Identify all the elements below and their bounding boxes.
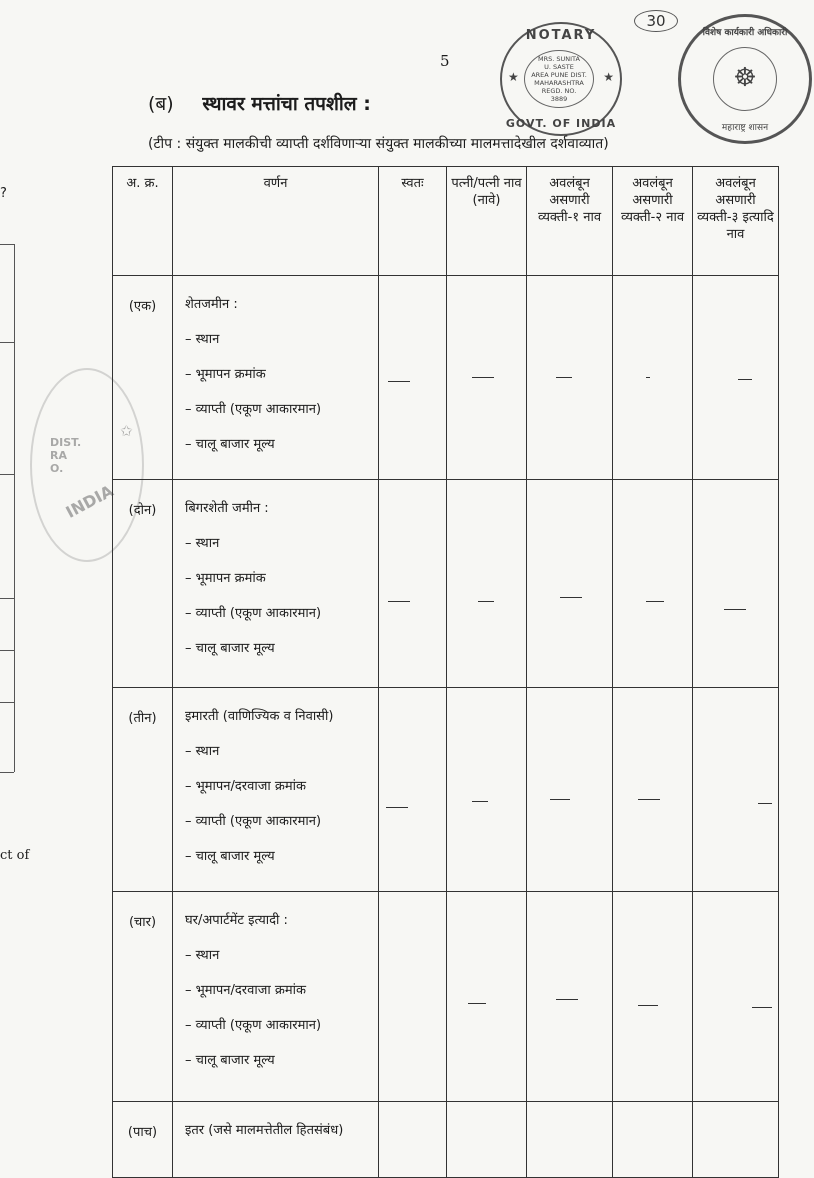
header-dependent-1: अवलंबून असणारी व्यक्ती-१ नाव: [527, 167, 613, 276]
header-description: वर्णन: [173, 167, 379, 276]
margin-tick: [0, 598, 14, 599]
margin-tick: [0, 244, 14, 245]
row-item: – व्याप्ती (एकूण आकारमान): [185, 402, 322, 417]
margin-tick: [0, 474, 14, 475]
blank-dash: [560, 597, 582, 598]
table-row: [113, 688, 779, 892]
blank-dash: [556, 377, 572, 378]
blank-dash: [724, 609, 746, 610]
cell-dependent-1: [527, 892, 613, 1102]
notary-area: AREA PUNE DIST.: [531, 71, 587, 79]
table-row: [113, 1102, 779, 1178]
row-title: शेतजमीन :: [185, 297, 238, 312]
row-item: – भूमापन क्रमांक: [185, 571, 266, 586]
notary-regd-no: 3889: [550, 95, 568, 103]
ghost-ra: RA: [50, 449, 67, 462]
cell-dependent-2: [613, 892, 693, 1102]
ghost-stamp-text: [50, 436, 81, 475]
margin-tick: [0, 650, 14, 651]
cell-spouse: [447, 1102, 527, 1178]
table-row: [113, 892, 779, 1102]
ghost-o: O.: [50, 462, 64, 475]
header-serial: अ. क्र.: [113, 167, 173, 276]
row-title: इतर (जसे मालमत्तेतील हितसंबंध): [185, 1123, 344, 1138]
cell-self: [379, 688, 447, 892]
row-serial: (पाच): [113, 1102, 173, 1178]
blank-dash: [386, 807, 408, 808]
notary-regd: REGD. NO.: [541, 87, 577, 95]
cell-dependent-2: [613, 1102, 693, 1178]
cell-dependent-1: [527, 688, 613, 892]
left-margin-text: ct of: [0, 848, 30, 863]
emblem-icon: ☸: [713, 47, 777, 111]
cell-spouse: [447, 276, 527, 480]
row-serial: (चार): [113, 892, 173, 1102]
blank-dash: [758, 803, 772, 804]
cell-dependent-1: [527, 480, 613, 688]
cell-dependent-1: [527, 1102, 613, 1178]
left-margin-char: ?: [0, 186, 7, 201]
row-title: घर/अपार्टमेंट इत्यादी :: [185, 913, 288, 928]
page-mark-number: 30: [634, 10, 678, 32]
header-spouse: पत्नी/पत्नी नाव (नावे): [447, 167, 527, 276]
cell-dependent-3: [693, 1102, 779, 1178]
blank-dash: [646, 601, 664, 602]
notary-name2: U. SASTE: [544, 63, 574, 71]
blank-dash: [478, 601, 494, 602]
row-item: – व्याप्ती (एकूण आकारमान): [185, 814, 322, 829]
immovable-assets-table: [112, 166, 779, 1178]
cell-spouse: [447, 892, 527, 1102]
notary-name: MRS. SUNITA: [538, 55, 580, 63]
cell-dependent-3: [693, 892, 779, 1102]
row-item: – भूमापन/दरवाजा क्रमांक: [185, 983, 306, 998]
blank-dash: [638, 1005, 658, 1006]
row-item: – चालू बाजार मूल्य: [185, 641, 275, 656]
row-item: – चालू बाजार मूल्य: [185, 1053, 275, 1068]
blank-dash: [646, 377, 650, 378]
blank-dash: [388, 601, 410, 602]
margin-tick: [0, 342, 14, 343]
blank-dash: [550, 799, 570, 800]
row-serial: (दोन): [113, 480, 173, 688]
blank-dash: [472, 377, 494, 378]
row-item: – स्थान: [185, 948, 220, 963]
cell-dependent-2: [613, 688, 693, 892]
row-item: – चालू बाजार मूल्य: [185, 437, 275, 452]
cell-dependent-1: [527, 276, 613, 480]
row-serial: (तीन): [113, 688, 173, 892]
notary-stamp-bottom: GOVT. OF INDIA: [505, 117, 617, 130]
header-dependent-2: अवलंबून असणारी व्यक्ती-२ नाव: [613, 167, 693, 276]
notary-stamp-top: NOTARY: [525, 28, 597, 43]
blank-dash: [468, 1003, 486, 1004]
header-self: स्वतः: [379, 167, 447, 276]
cell-dependent-3: [693, 480, 779, 688]
row-description: [173, 892, 379, 1102]
row-description: [173, 688, 379, 892]
officer-seal: [678, 14, 812, 144]
ghost-india: INDIA: [62, 481, 117, 522]
cell-self: [379, 892, 447, 1102]
notary-stamp-inner: [524, 50, 594, 108]
star-icon: ★: [603, 70, 614, 84]
cell-dependent-3: [693, 276, 779, 480]
row-title: इमारती (वाणिज्यिक व निवासी): [185, 709, 334, 724]
row-item: – व्याप्ती (एकूण आकारमान): [185, 606, 322, 621]
cell-self: [379, 1102, 447, 1178]
row-description: [173, 1102, 379, 1178]
notary-stamp: [500, 22, 622, 136]
cell-self: [379, 276, 447, 480]
page-number: 5: [440, 52, 450, 70]
margin-line: [14, 244, 15, 772]
blank-dash: [752, 1007, 772, 1008]
blank-dash: [556, 999, 578, 1000]
row-item: – भूमापन क्रमांक: [185, 367, 266, 382]
section-note: (टीप : संयुक्त मालकीची व्याप्ती दर्शविणाऱ्या संयुक्त मालकीच्या मालमत्तादेखील दर्शवाव्यात): [148, 136, 609, 152]
cell-dependent-2: [613, 480, 693, 688]
row-item: – चालू बाजार मूल्य: [185, 849, 275, 864]
header-dependent-3: अवलंबून असणारी व्यक्ती-३ इत्यादि नाव: [693, 167, 779, 276]
row-serial: (एक): [113, 276, 173, 480]
row-item: – स्थान: [185, 744, 220, 759]
blank-dash: [738, 379, 752, 380]
cell-dependent-2: [613, 276, 693, 480]
section-marker: (ब): [148, 93, 174, 115]
row-item: – भूमापन/दरवाजा क्रमांक: [185, 779, 306, 794]
cell-self: [379, 480, 447, 688]
row-description: [173, 480, 379, 688]
cell-spouse: [447, 480, 527, 688]
section-title: स्थावर मत्तांचा तपशील :: [202, 93, 371, 115]
blank-dash: [472, 801, 488, 802]
star-icon: ★: [508, 70, 519, 84]
officer-seal-ring-bottom: महाराष्ट्र शासन: [721, 123, 769, 133]
row-item: – व्याप्ती (एकूण आकारमान): [185, 1018, 322, 1033]
row-title: बिगरशेती जमीन :: [185, 501, 269, 516]
star-icon: ✩: [120, 422, 133, 440]
row-item: – स्थान: [185, 536, 220, 551]
table-row: [113, 276, 779, 480]
margin-tick: [0, 772, 14, 773]
cell-spouse: [447, 688, 527, 892]
row-description: [173, 276, 379, 480]
row-item: – स्थान: [185, 332, 220, 347]
margin-tick: [0, 702, 14, 703]
notary-state: MAHARASHTRA: [534, 79, 584, 87]
table-row: [113, 480, 779, 688]
blank-dash: [388, 381, 410, 382]
ghost-dist: DIST.: [50, 436, 82, 449]
blank-dash: [638, 799, 660, 800]
officer-seal-ring: विशेष कार्यकारी अधिकारी: [702, 28, 788, 38]
table-header-row: [113, 167, 779, 276]
section-heading: [148, 90, 371, 116]
cell-dependent-3: [693, 688, 779, 892]
